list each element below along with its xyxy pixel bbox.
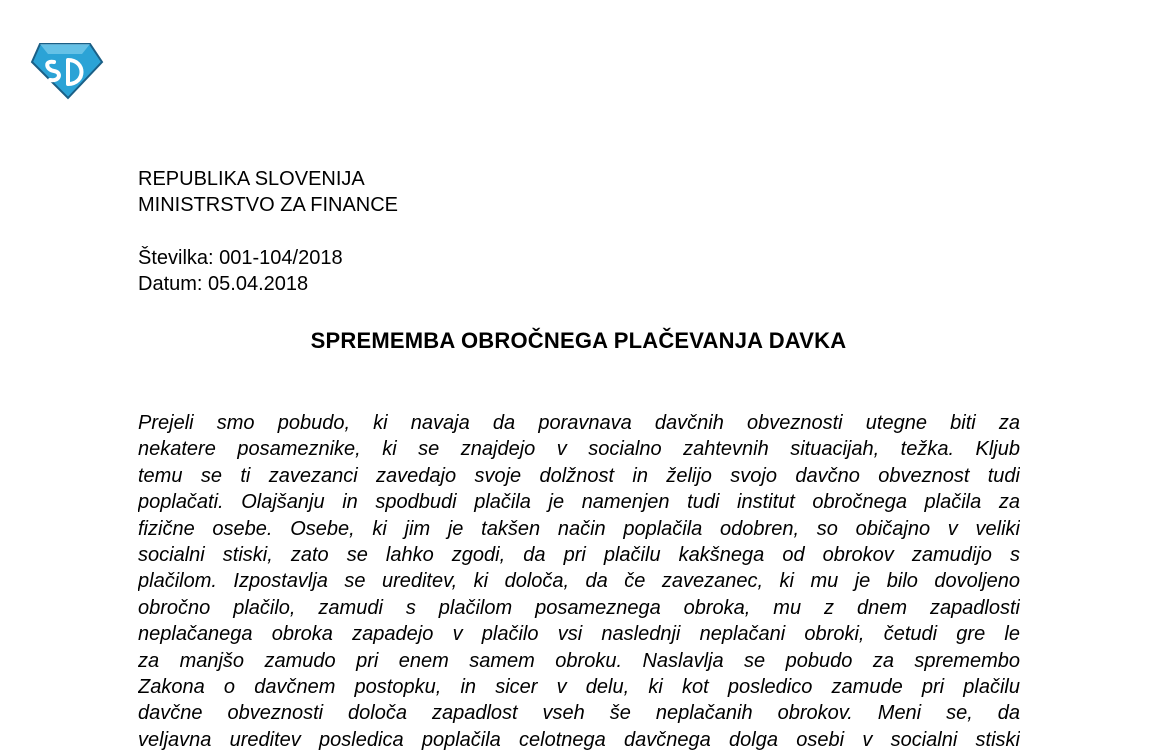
body-paragraph bbox=[138, 410, 1020, 753]
header-ministry: MINISTRSTVO ZA FINANCE bbox=[138, 194, 399, 216]
body-line: plačilom. Izpostavlja se ureditev, ki določa, da če zavezanec, ki mu je bilo dovoljeno bbox=[138, 570, 1020, 593]
body-line: temu se ti zavezanci zavedajo svoje dolžnost in želijo svojo davčno obveznost tudi bbox=[138, 464, 1020, 487]
document-title: SPREMEMBA OBROČNEGA PLAČEVANJA DAVKA bbox=[310, 328, 847, 353]
sd-logo-icon bbox=[30, 40, 104, 100]
letterhead bbox=[138, 166, 398, 218]
body-line: Zakona o davčnem postopku, in sicer v delu, ki kot posledico zamude pri plačilu bbox=[138, 675, 1020, 698]
document-date: Datum: 05.04.2018 bbox=[138, 273, 309, 295]
header-country: REPUBLIKA SLOVENIJA bbox=[138, 168, 365, 190]
body-line: Prejeli smo pobudo, ki navaja da poravnava davčnih obveznosti utegne biti za bbox=[138, 412, 1020, 434]
body-line: neplačanega obroka zapadejo v plačilo vsi naslednji neplačani obroki, četudi gre le bbox=[138, 623, 1020, 646]
body-line: obročno plačilo, zamudi s plačilom posameznega obroka, mu z dnem zapadlosti bbox=[138, 596, 1020, 619]
body-line: za manjšo zamudo pri enem samem obroku. Naslavlja se pobudo za spremembo bbox=[138, 649, 1020, 672]
body-line: socialni stiski, zato se lahko zgodi, da pri plačilu kakšnega od obrokov zamudijo s bbox=[138, 543, 1020, 566]
body-line: nekatere posameznike, ki se znajdejo v socialno zahtevnih situacijah, težka. Kljub bbox=[138, 438, 1020, 461]
body-line: poplačati. Olajšanju in spodbudi plačila je namenjen tudi institut obročnega plačila za bbox=[138, 491, 1020, 514]
body-line: fizične osebe. Osebe, ki jim je takšen način poplačila odobren, so običajno v veliki bbox=[138, 517, 1020, 540]
body-line: davčne obveznosti določa zapadlost vseh še neplačanih obrokov. Meni se, da bbox=[138, 702, 1020, 725]
document-meta bbox=[138, 245, 343, 297]
document-number: Številka: 001-104/2018 bbox=[138, 247, 343, 269]
body-line: veljavna ureditev posledica poplačila celotnega davčnega dolga osebi v socialni stiski bbox=[138, 728, 1020, 751]
